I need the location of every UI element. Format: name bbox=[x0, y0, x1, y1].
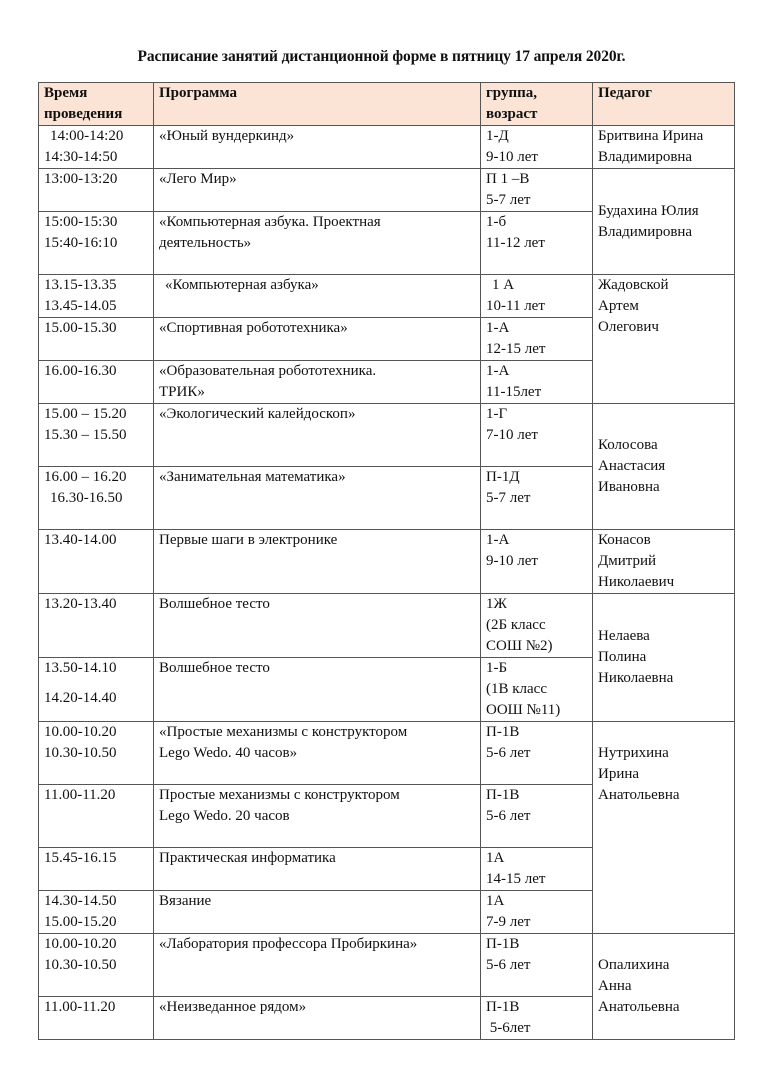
group-cell: 1-б 11-12 лет bbox=[481, 212, 593, 275]
group-cell: 1А 7-9 лет bbox=[481, 891, 593, 934]
time-cell: 11.00-11.20 bbox=[39, 785, 154, 848]
time-cell: 16.00 – 16.20 16.30-16.50 bbox=[39, 467, 154, 530]
table-row bbox=[39, 169, 735, 212]
group-cell: 1-Г 7-10 лет bbox=[481, 404, 593, 467]
teacher-cell: Бритвина Ирина Владимировна bbox=[593, 126, 735, 169]
time-cell: 15.45-16.15 bbox=[39, 848, 154, 891]
program-cell: «Юный вундеркинд» bbox=[154, 126, 481, 169]
time-cell: 14.30-14.50 15.00-15.20 bbox=[39, 891, 154, 934]
program-cell: «Экологический калейдоскоп» bbox=[154, 404, 481, 467]
group-cell: 1 А 10-11 лет bbox=[481, 275, 593, 318]
header-program: Программа bbox=[154, 83, 481, 126]
program-cell: Практическая информатика bbox=[154, 848, 481, 891]
group-cell: П-1В 5-6 лет bbox=[481, 722, 593, 785]
program-cell: Первые шаги в электронике bbox=[154, 530, 481, 594]
program-cell: Волшебное тесто bbox=[154, 658, 481, 722]
group-cell: 1А 14-15 лет bbox=[481, 848, 593, 891]
group-cell: 1-А 9-10 лет bbox=[481, 530, 593, 594]
program-cell: «Лего Мир» bbox=[154, 169, 481, 212]
group-cell: 1Ж (2Б класс СОШ №2) bbox=[481, 594, 593, 658]
teacher-cell: Колосова Анастасия Ивановна bbox=[593, 404, 735, 530]
time-cell: 14:00-14:20 14:30-14:50 bbox=[39, 126, 154, 169]
time-cell: 10.00-10.20 10.30-10.50 bbox=[39, 934, 154, 997]
time-cell: 13:00-13:20 bbox=[39, 169, 154, 212]
program-cell: «Неизведанное рядом» bbox=[154, 997, 481, 1040]
program-cell: Простые механизмы с конструктором Lego Wedo. 20 часов bbox=[154, 785, 481, 848]
header-teacher: Педагог bbox=[593, 83, 735, 126]
program-cell: «Занимательная математика» bbox=[154, 467, 481, 530]
time-cell: 13.50-14.10 14.20-14.40 bbox=[39, 658, 154, 722]
group-cell: П-1В 5-6лет bbox=[481, 997, 593, 1040]
group-cell: 1-А 12-15 лет bbox=[481, 318, 593, 361]
time-cell: 13.40-14.00 bbox=[39, 530, 154, 594]
teacher-cell: Нелаева Полина Николаевна bbox=[593, 594, 735, 722]
group-cell: П-1В 5-6 лет bbox=[481, 785, 593, 848]
teacher-cell: Жадовской Артем Олегович bbox=[593, 275, 735, 404]
program-cell: Вязание bbox=[154, 891, 481, 934]
time-cell: 13.15-13.35 13.45-14.05 bbox=[39, 275, 154, 318]
program-cell: «Компьютерная азбука. Проектная деятельность» bbox=[154, 212, 481, 275]
document-title: Расписание занятий дистанционной форме в пятницу 17 апреля 2020г. bbox=[137, 48, 626, 65]
program-cell: «Образовательная робототехника. ТРИК» bbox=[154, 361, 481, 404]
time-cell: 10.00-10.20 10.30-10.50 bbox=[39, 722, 154, 785]
program-cell: «Компьютерная азбука» bbox=[154, 275, 481, 318]
table-row bbox=[39, 404, 735, 467]
group-cell: 1-Д 9-10 лет bbox=[481, 126, 593, 169]
group-cell: П-1В 5-6 лет bbox=[481, 934, 593, 997]
header-group: группа, возраст bbox=[481, 83, 593, 126]
teacher-cell: Будахина Юлия Владимировна bbox=[593, 169, 735, 275]
table-row bbox=[39, 530, 735, 594]
program-cell: «Простые механизмы с конструктором Lego Wedo. 40 часов» bbox=[154, 722, 481, 785]
group-cell: 1-Б (1В класс ООШ №11) bbox=[481, 658, 593, 722]
group-cell: П-1Д 5-7 лет bbox=[481, 467, 593, 530]
table-row bbox=[39, 275, 735, 318]
teacher-cell: Опалихина Анна Анатольевна bbox=[593, 934, 735, 1040]
teacher-cell: Нутрихина Ирина Анатольевна bbox=[593, 722, 735, 934]
program-cell: «Лаборатория профессора Пробиркина» bbox=[154, 934, 481, 997]
group-cell: 1-А 11-15лет bbox=[481, 361, 593, 404]
time-cell: 15.00-15.30 bbox=[39, 318, 154, 361]
time-cell: 15:00-15:30 15:40-16:10 bbox=[39, 212, 154, 275]
table-row bbox=[39, 594, 735, 658]
group-cell: П 1 –В 5-7 лет bbox=[481, 169, 593, 212]
teacher-cell: Конасов Дмитрий Николаевич bbox=[593, 530, 735, 594]
program-cell: «Спортивная робототехника» bbox=[154, 318, 481, 361]
time-cell: 13.20-13.40 bbox=[39, 594, 154, 658]
program-cell: Волшебное тесто bbox=[154, 594, 481, 658]
header-time: Время проведения bbox=[39, 83, 154, 126]
table-header-row bbox=[39, 83, 735, 126]
time-cell: 11.00-11.20 bbox=[39, 997, 154, 1040]
time-cell: 15.00 – 15.20 15.30 – 15.50 bbox=[39, 404, 154, 467]
schedule-table bbox=[38, 82, 735, 1040]
time-cell: 16.00-16.30 bbox=[39, 361, 154, 404]
table-row bbox=[39, 126, 735, 169]
table-row bbox=[39, 722, 735, 785]
table-row bbox=[39, 934, 735, 997]
